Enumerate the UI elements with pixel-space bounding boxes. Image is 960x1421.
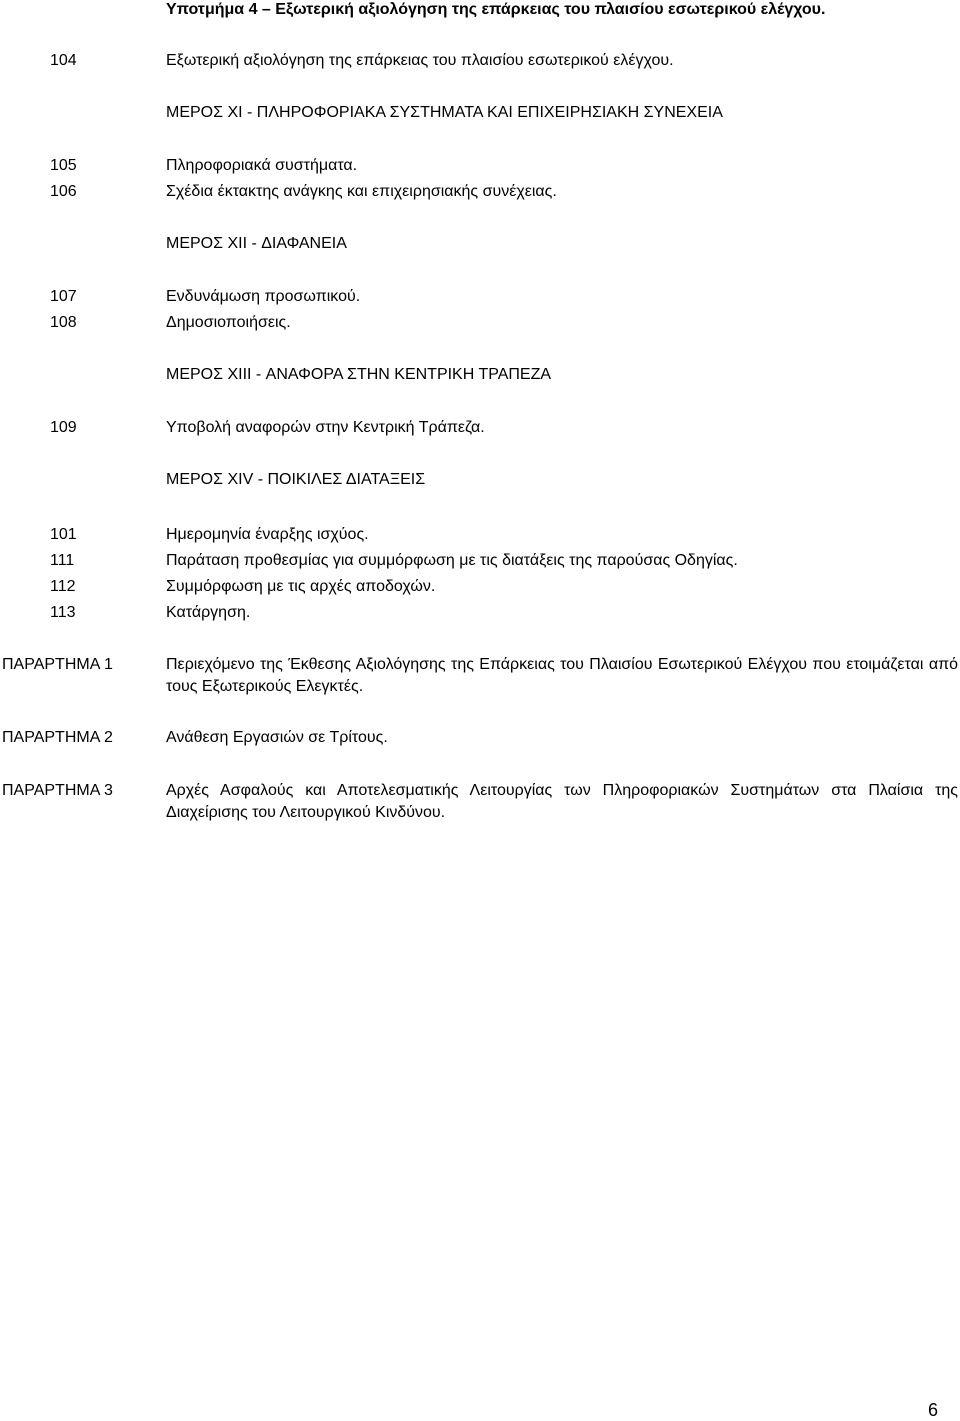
entry-number: 106 [50,183,77,200]
entry-title: Συμμόρφωση με τις αρχές αποδοχών. [166,578,436,595]
entry-title: Σχέδια έκτακτης ανάγκης και επιχειρησιακής συνέχειας. [166,183,557,200]
entry-title: Κατάργηση. [166,604,251,621]
entry-number: 105 [50,157,77,174]
part-heading: ΜΕΡΟΣ XIII - ΑΝΑΦΟΡΑ ΣΤΗΝ ΚΕΝΤΡΙΚΗ ΤΡΑΠΕΖΑ [166,366,552,383]
entry-title: Ενδυνάμωση προσωπικού. [166,288,361,305]
entry-title: Εξωτερική αξιολόγηση της επάρκειας του πλαισίου εσωτερικού ελέγχου. [166,52,674,69]
page-number: 6 [927,1400,938,1420]
entry-title: Παράταση προθεσμίας για συμμόρφωση με τις διατάξεις της παρούσας Οδηγίας. [166,552,738,569]
entry-title: Υποβολή αναφορών στην Κεντρική Τράπεζα. [166,419,485,436]
part-heading: ΜΕΡΟΣ XI - ΠΛΗΡΟΦΟΡΙΑΚΑ ΣΥΣΤΗΜΑΤΑ ΚΑΙ ΕΠΙΧΕΙΡΗΣΙΑΚΗ ΣΥΝΕΧΕΙΑ [166,104,723,121]
entry-title: Πληροφοριακά συστήματα. [166,157,358,174]
entry-number: 109 [50,419,77,436]
annex-title: Περιεχόμενο της Έκθεσης Αξιολόγησης της Επάρκειας του Πλαισίου Εσωτερικού Ελέγχου που ετοιμάζεται από τους Εξωτερικούς Ελεγκτές. [166,656,958,695]
annex-label: ΠΑΡΑΡΤΗΜΑ 1 [2,656,113,673]
subsection-heading: Υποτμήμα 4 – Εξωτερική αξιολόγηση της επάρκειας του πλαισίου εσωτερικού ελέγχου. [166,1,826,18]
part-heading: ΜΕΡΟΣ XII - ΔΙΑΦΑΝΕΙΑ [166,235,347,252]
part-heading: ΜΕΡΟΣ XIV - ΠΟΙΚΙΛΕΣ ΔΙΑΤΑΞΕΙΣ [166,471,426,488]
entry-number: 111 [50,552,75,569]
entry-number: 101 [50,526,77,543]
entry-number: 104 [50,52,77,69]
annex-label: ΠΑΡΑΡΤΗΜΑ 3 [2,782,113,799]
entry-number: 112 [50,578,76,595]
annex-label: ΠΑΡΑΡΤΗΜΑ 2 [2,729,113,746]
annex-title: Αρχές Ασφαλούς και Αποτελεσματικής Λειτουργίας των Πληροφοριακών Συστημάτων στα Πλαίσια της Διαχείρισης του Λειτουργικού Κινδύνου. [166,782,958,821]
entry-title: Ημερομηνία έναρξης ισχύος. [166,526,369,543]
annex-title: Ανάθεση Εργασιών σε Τρίτους. [166,729,388,746]
entry-number: 107 [50,288,77,305]
entry-number: 113 [50,604,76,621]
entry-number: 108 [50,314,77,331]
entry-title: Δημοσιοποιήσεις. [166,314,291,331]
